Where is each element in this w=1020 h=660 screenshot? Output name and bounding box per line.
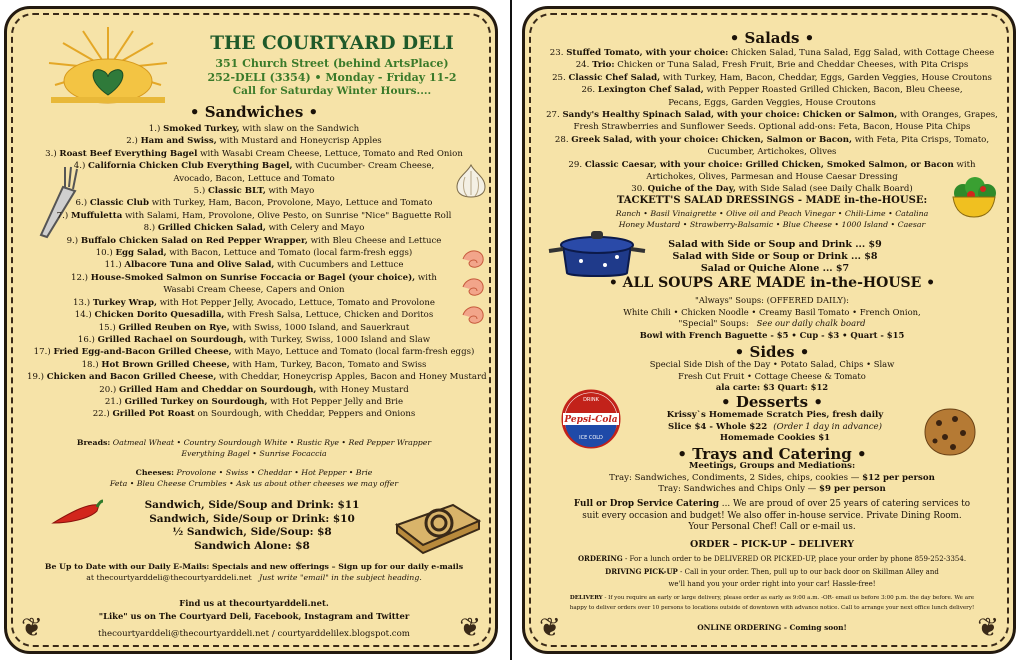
price-line: Salad or Quiche Alone ... $7 <box>700 263 850 274</box>
list-item: 26. Lexington Chef Salad, with Pepper Roasted Grilled Chicken, Bacon, Bleu Cheese, <box>581 85 963 96</box>
soup-pot-icon <box>547 229 647 281</box>
menu-page-left <box>4 6 498 654</box>
pepsi-bottom-text: ICE COLD <box>579 435 603 441</box>
list-item: 24. Trio: Chicken or Tuna Salad, Fresh Fruit, Brie and Cheddar Cheeses, with Pita Crisps <box>575 60 969 71</box>
email-signup: Be Up to Date with our Daily E-Mails: Specials and new offerings – Sign up for our daily e-mails at thecourtyarddeli@thecourtyarddeli.net Just write "email" in the subject heading. <box>44 562 464 582</box>
list-item: 9.) Buffalo Chicken Salad on Red Pepper Wrapper, with Bleu Cheese and Lettuce <box>66 235 442 246</box>
price-line: Salad with Side or Soup or Drink ... $8 <box>672 251 878 262</box>
footer-links[interactable]: thecourtyarddeli@thecourtyarddeli.net / courtyarddelilex.blogspot.com <box>98 629 410 639</box>
dressings-heading: TACKETT'S SALAD DRESSINGS - MADE in-the-HOUSE: <box>616 195 928 206</box>
list-item: 22.) Grilled Pot Roast on Sourdough, with Cheddar, Peppers and Onions <box>92 409 416 420</box>
price-line: Sandwich, Side/Soup and Drink: $11 <box>144 499 360 511</box>
chili-pepper-icon <box>49 499 105 529</box>
sides-block: Special Side Dish of the Day • Potato Salad, Chips • Slaw Fresh Cut Fruit • Cottage Cheese & Tomato ala carte: $3 Quart: $12 <box>649 359 895 392</box>
price-line: Sandwich Alone: $8 <box>194 539 310 552</box>
social-block <box>27 597 481 622</box>
list-item: 4.) California Chicken Club Everything Bagel, with Cucumber- Cream Cheese, <box>73 161 435 172</box>
sun-heart-logo <box>43 25 173 111</box>
breads-block: Breads: Oatmeal Wheat • Country Sourdough White • Rustic Rye • Red Pepper Wrapper Everything Bagel • Sunrise Focaccia <box>76 438 432 458</box>
salad-prices <box>645 239 905 275</box>
list-item: 18.) Hot Brown Grilled Cheese, with Ham, Turkey, Bacon, Tomato and Swiss <box>81 359 427 370</box>
salad-list <box>539 47 1005 196</box>
salads-heading: • Salads • <box>729 29 815 47</box>
trays-block: Meetings, Groups and Mediations: Tray: Sandwiches, Condiments, 2 Sides, chips, cookies — $12 per person Tray: Sandwiches and Chips Only — $9 per person <box>609 461 935 494</box>
soups-block: "Always" Soups: (OFFERED DAILY): White Chili • Chicken Noodle • Creamy Basil Tomato • French Onion, "Special" Soups: See our daily chalk board Bowl with French Baguette - $5 • Cup - $3 • Quart - $15 <box>623 295 921 340</box>
list-item: 25. Classic Chef Salad, with Turkey, Ham, Bacon, Cheddar, Eggs, Garden Veggies, House Croutons <box>552 72 992 83</box>
list-item: 30. Quiche of the Day, with Side Salad (see Daily Chalk Board) <box>631 184 913 195</box>
pepsi-top-text: DRINK <box>583 397 599 403</box>
list-item: Fresh Strawberries and Sunflower Seeds. Optional add-ons: Feta, Bacon, House Pita Chips <box>573 122 971 133</box>
list-item: Wasabi Cream Cheese, Capers and Onion <box>163 285 345 296</box>
list-item: 27. Sandy's Healthy Spinach Salad, with your choice: Chicken or Salmon, with Oranges, Grapes, <box>546 110 998 121</box>
list-item: 23. Stuffed Tomato, with your choice: Chicken Salad, Tuna Salad, Egg Salad, with Cottage Cheese <box>549 48 995 58</box>
list-item: Avocado, Bacon, Lettuce and Tomato <box>173 173 335 184</box>
list-item: 28. Greek Salad, with your choice: Chicken, Salmon or Bacon, with Feta, Pita Crisps, Tomato, <box>554 134 990 145</box>
list-item: 29. Classic Caesar, with your choice: Grilled Chicken, Smoked Salmon, or Bacon with <box>568 159 976 170</box>
list-item: 1.) Smoked Turkey, with slaw on the Sandwich <box>148 124 360 134</box>
deli-phone-hours: 252-DELI (3354) • Monday - Friday 11-2 <box>207 71 457 84</box>
list-item: 6.) Classic Club with Turkey, Ham, Bacon, Provolone, Mayo, Lettuce and Tomato <box>75 198 433 209</box>
list-item: 12.) House-Smoked Salmon on Sunrise Foccacia or Bagel (your choice), with <box>71 272 437 283</box>
catering-block: Full or Drop Service Catering ... We are proud of over 25 years of catering services to suit every occasion and budget! We also offer in-house service. Private Dining Room. Your Personal Chef! Call or e-mail us. <box>573 499 971 533</box>
list-item: 2.) Ham and Swiss, with Mustard and Honeycrisp Apples <box>126 136 382 147</box>
list-item: Artichokes, Olives, Parmesan and House Caesar Dressing <box>646 172 898 183</box>
toast-sandwich-icon <box>393 495 483 557</box>
list-item: Cucumber, Artichokes, Olives <box>707 147 837 158</box>
pepsi-text: Pepsi-Cola <box>564 415 618 425</box>
list-item: 11.) Albacore Tuna and Olive Salad, with Cucumbers and Lettuce <box>104 260 404 271</box>
price-line: Sandwich, Side/Soup or Drink: $10 <box>149 512 355 525</box>
dressings-line: Ranch • Basil Vinaigrette • Olive oil and Peach Vinegar • Chili-Lime • Catalina <box>615 209 929 218</box>
sandwich-list <box>27 123 487 421</box>
list-item: 8.) Grilled Chicken Salad, with Celery and Mayo <box>143 223 365 234</box>
list-item: 3.) Roast Beef Everything Bagel with Wasabi Cream Cheese, Lettuce, Tomato and Red Onion <box>45 148 463 159</box>
order-heading: ORDER – PICK-UP – DELIVERY <box>690 539 854 550</box>
saturday-hours: Call for Saturday Winter Hours.... <box>232 85 432 97</box>
ordering-block: ORDERING - For a lunch order to be DELIVERED OR PICKED-UP, place your order by phone 859-252-3354. DRIVING PICK-UP - Call in your order. Then, pull up to our back door on Skillman Alley and we'll hand you your order right into your car! Hassle-free! <box>577 554 967 588</box>
list-item: 7.) Muffuletta with Salami, Ham, Provolone, Olive Pesto, on Sunrise "Nice" Baguette Roll <box>56 210 452 221</box>
sandwich-prices <box>107 499 397 553</box>
page-divider <box>510 0 512 660</box>
list-item: 5.) Classic BLT, with Mayo <box>193 186 315 197</box>
trays-heading: • Trays and Catering • <box>677 445 867 463</box>
list-item: 15.) Grilled Reuben on Rye, with Swiss, 1000 Island, and Sauerkraut <box>98 322 410 333</box>
sides-heading: • Sides • <box>734 343 810 361</box>
list-item: Pecans, Eggs, Garden Veggies, House Croutons <box>668 97 876 108</box>
delivery-block: DELIVERY - If you require an early or large delivery, please order as early as 9:00 a.m. -OR- email us before 3:00 p.m. the day before. We are happy to deliver orders over 10 persons to locations outside of downtown with advance notice. Call to arrange your next office lunch delivery! <box>569 595 975 611</box>
cheeses-block: Cheeses: Provolone • Swiss • Cheddar • Hot Pepper • Brie Feta • Bleu Cheese Crumbles • Ask us about other cheeses we may offer <box>109 468 399 488</box>
desserts-block: Krissy`s Homemade Scratch Pies, fresh daily Slice $4 - Whole $22 (Order 1 day in advance) Homemade Cookies $1 <box>666 410 884 443</box>
list-item: 16.) Grilled Rachael on Sourdough, with Turkey, Swiss, 1000 Island and Slaw <box>77 334 431 345</box>
find-us: Find us at thecourtyarddeli.net. <box>179 598 329 608</box>
deli-title: THE COURTYARD DELI <box>210 33 454 54</box>
list-item: 19.) Chicken and Bacon Grilled Cheese, with Cheddar, Honeycrisp Apples, Bacon and Honey Mustard <box>27 372 487 383</box>
deli-address: 351 Church Street (behind ArtsPlace) <box>215 57 449 70</box>
list-item: 14.) Chicken Dorito Quesadilla, with Fresh Salsa, Lettuce, Chicken and Doritos <box>74 310 434 321</box>
list-item: 10.) Egg Salad, with Bacon, Lettuce and Tomato (local farm-fresh eggs) <box>95 248 413 259</box>
ornament-icon: ❦ <box>539 613 561 643</box>
salad-bowl-icon <box>949 177 999 221</box>
ornament-icon: ❦ <box>977 613 999 643</box>
price-line: ½ Sandwich, Side/Soup: $8 <box>172 526 332 538</box>
like-us: "Like" us on The Courtyard Deli, Facebook, Instagram and Twitter <box>98 610 410 621</box>
list-item: 13.) Turkey Wrap, with Hot Pepper Jelly, Avocado, Lettuce, Tomato and Provolone <box>73 297 435 308</box>
ornament-icon: ❦ <box>459 613 481 643</box>
list-item: 20.) Grilled Ham and Cheddar on Sourdough, with Honey Mustard <box>99 384 409 395</box>
menu-page-right <box>522 6 1016 654</box>
price-line: Salad with Side or Soup and Drink ... $9 <box>668 239 882 250</box>
desserts-heading: • Desserts • <box>721 393 823 411</box>
soups-heading: • ALL SOUPS ARE MADE in-the-HOUSE • <box>608 275 936 291</box>
ornament-icon: ❦ <box>21 613 43 643</box>
list-item: 21.) Grilled Turkey on Sourdough, with Hot Pepper Jelly and Brie <box>104 396 404 407</box>
dressings-line: Honey Mustard • Strawberry-Balsamic • Blue Cheese • 1000 Island • Caesar <box>618 220 926 229</box>
list-item: 17.) Fried Egg-and-Bacon Grilled Cheese, with Mayo, Lettuce and Tomato (local farm-fresh eggs) <box>33 347 475 358</box>
online-ordering: ONLINE ORDERING - Coming soon! <box>697 623 847 632</box>
sandwiches-heading: • Sandwiches • <box>189 103 319 121</box>
